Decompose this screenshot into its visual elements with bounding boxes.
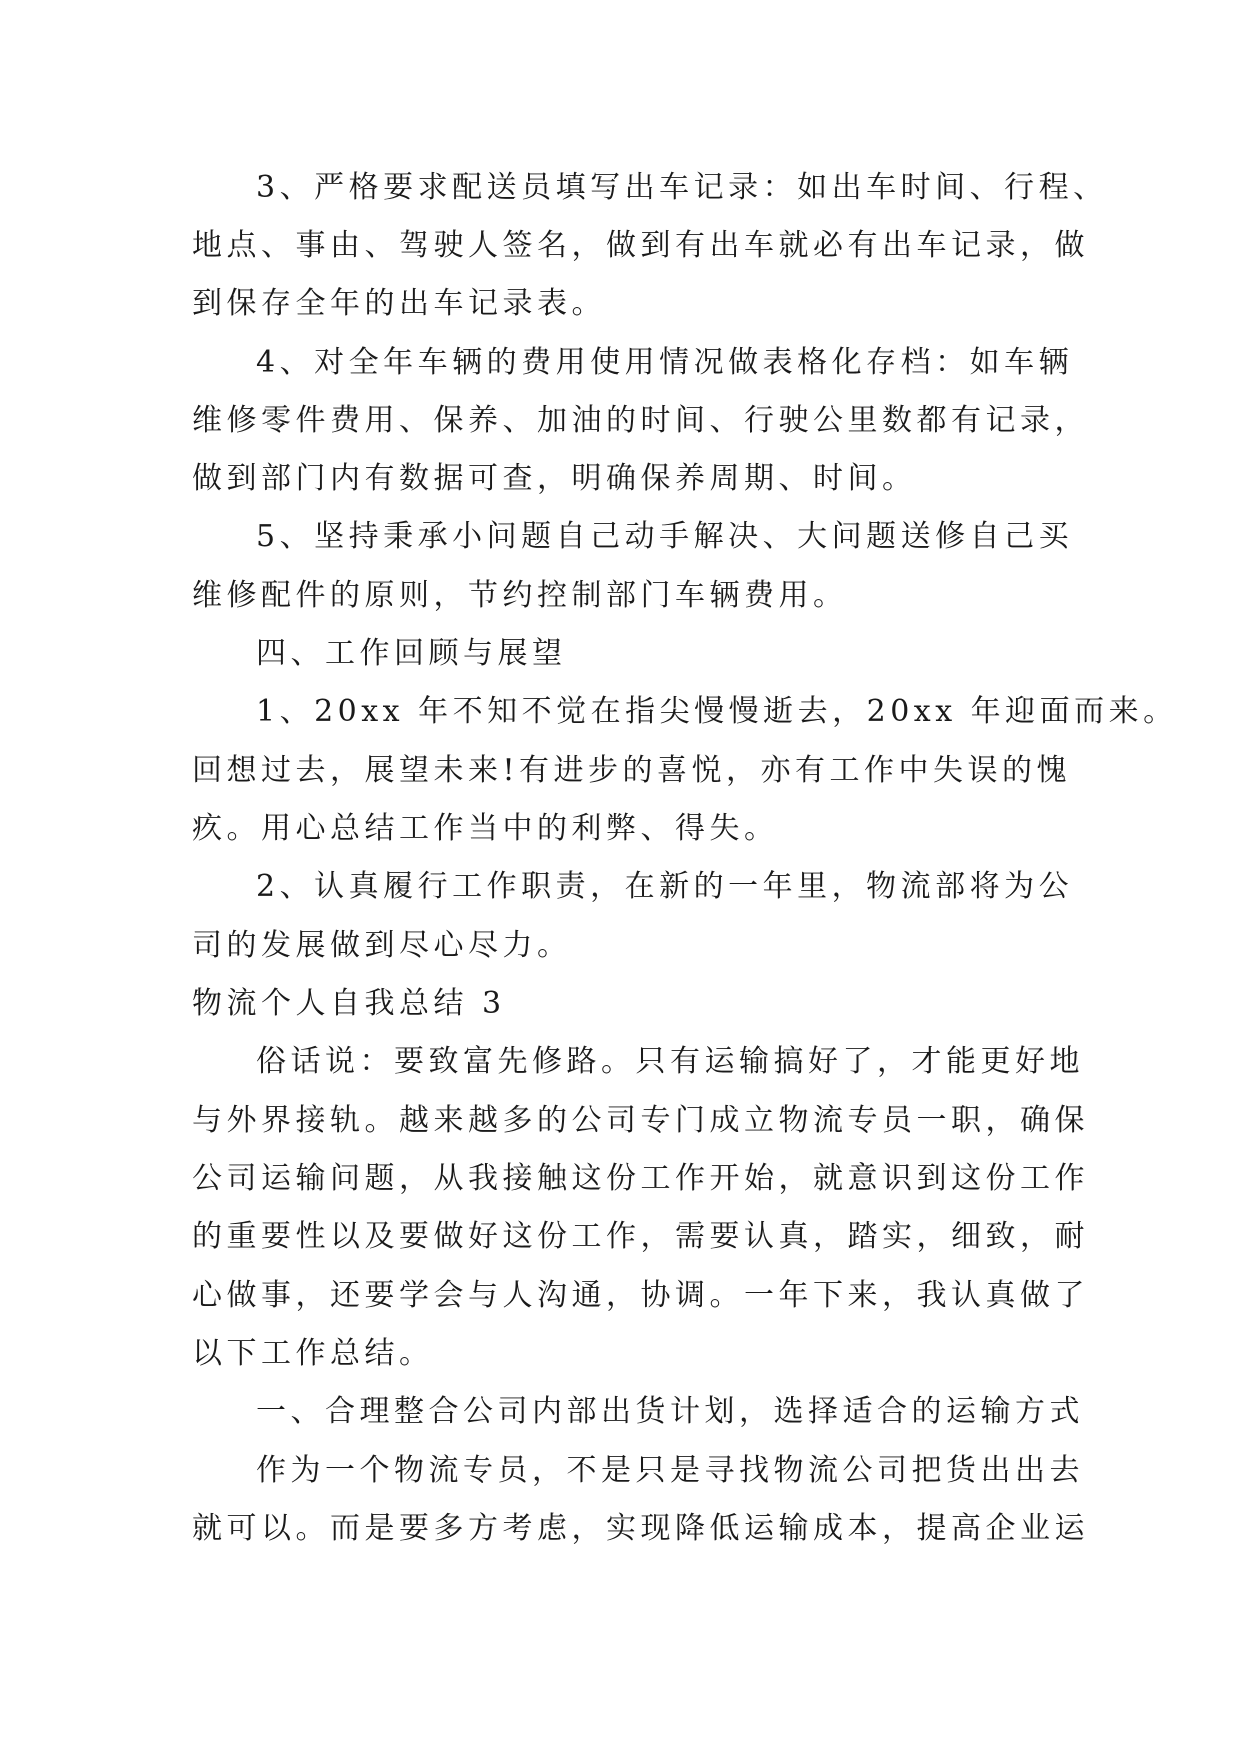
text-line: 心做事，还要学会与人沟通，协调。一年下来，我认真做了 [192, 1278, 1089, 1313]
text-line: 公司运输问题，从我接触这份工作开始，就意识到这份工作 [192, 1161, 1089, 1196]
section-heading: 四、工作回顾与展望 [256, 636, 567, 671]
text-line: 地点、事由、驾驶人签名，做到有出车就必有出车记录，做 [192, 228, 1089, 263]
text-line: 4、对全年车辆的费用使用情况做表格化存档：如车辆 [256, 345, 1074, 380]
text-line: 司的发展做到尽心尽力。 [192, 928, 572, 963]
section-heading: 一、合理整合公司内部出货计划，选择适合的运输方式 [256, 1394, 1084, 1429]
text-line: 2、认真履行工作职责，在新的一年里，物流部将为公 [256, 869, 1074, 904]
text-line: 到保存全年的出车记录表。 [192, 286, 606, 321]
text-line: 疚。用心总结工作当中的利弊、得失。 [192, 811, 779, 846]
text-line: 的重要性以及要做好这份工作，需要认真，踏实，细致，耐 [192, 1219, 1089, 1254]
text-line: 以下工作总结。 [192, 1336, 434, 1371]
text-line: 3、严格要求配送员填写出车记录：如出车时间、行程、 [256, 170, 1108, 205]
text-line: 与外界接轨。越来越多的公司专门成立物流专员一职，确保 [192, 1103, 1089, 1138]
text-line: 就可以。而是要多方考虑，实现降低运输成本，提高企业运 [192, 1511, 1089, 1546]
document-title: 物流个人自我总结 3 [192, 986, 506, 1021]
text-line: 回想过去，展望未来!有进步的喜悦，亦有工作中失误的愧 [192, 753, 1072, 788]
text-line: 5、坚持秉承小问题自己动手解决、大问题送修自己买 [256, 519, 1074, 554]
text-line: 俗话说：要致富先修路。只有运输搞好了，才能更好地 [256, 1044, 1084, 1079]
text-line: 作为一个物流专员，不是只是寻找物流公司把货出出去 [256, 1453, 1084, 1488]
text-line: 做到部门内有数据可查，明确保养周期、时间。 [192, 461, 917, 496]
text-line: 维修配件的原则，节约控制部门车辆费用。 [192, 578, 848, 613]
text-line: 维修零件费用、保养、加油的时间、行驶公里数都有记录， [192, 403, 1089, 438]
text-line: 1、20xx 年不知不觉在指尖慢慢逝去，20xx 年迎面而来。 [256, 694, 1178, 729]
